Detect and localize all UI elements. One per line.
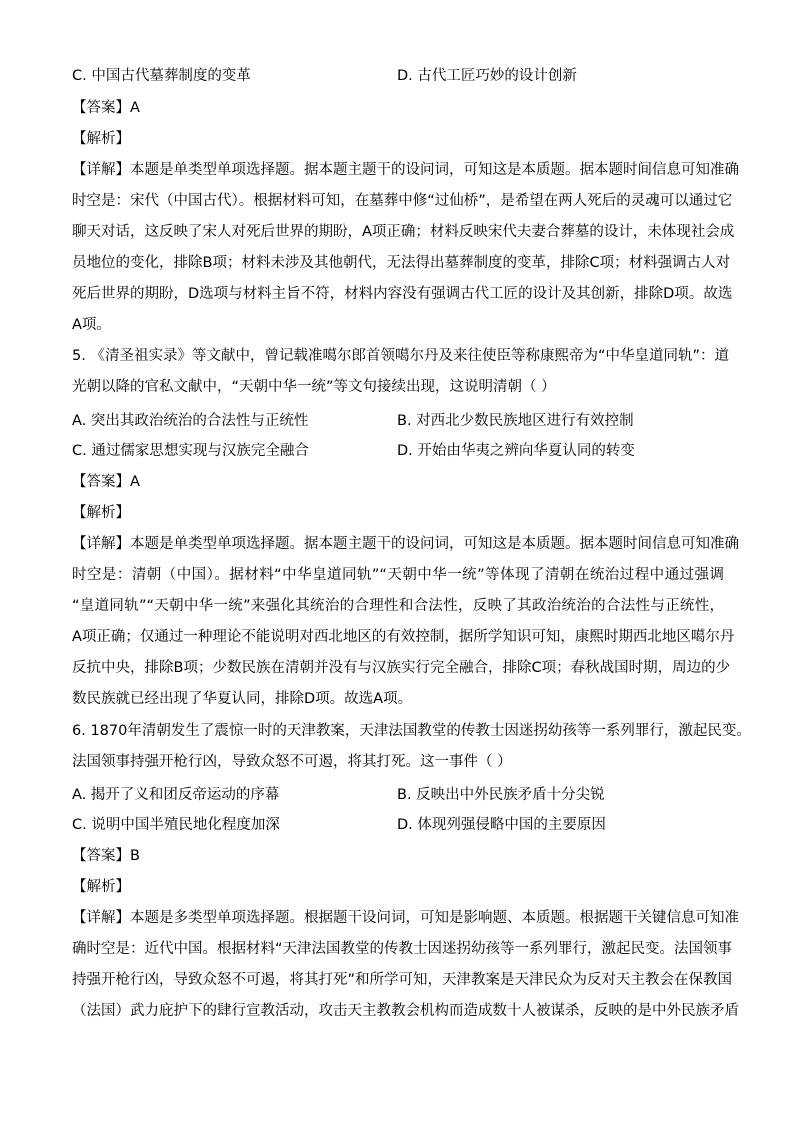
q4-detail-line: 时空是：宋代（中国古代）。根据材料可知，在墓葬中修“过仙桥”，是希望在两人死后的灵魂可以通过它 bbox=[72, 193, 733, 209]
q6-option-c: C. 说明中国半殖民地化程度加深 bbox=[72, 817, 280, 833]
q5-option-d: D. 开始由华夷之辨向华夏认同的转变 bbox=[397, 443, 635, 459]
q5-detail-line: “皇道同轨”“天朝中华一统”来强化其统治的合理性和合法性，反映了其政治统治的合法性与正统性， bbox=[72, 598, 724, 614]
q5-detail-line: 时空是：清朝（中国）。据材料“中华皇道同轨”“天朝中华一统”等体现了清朝在统治过程中通过强调 bbox=[72, 567, 724, 583]
q6-option-d: D. 体现列强侵略中国的主要原因 bbox=[397, 817, 606, 833]
q5-detail-line: A项正确；仅通过一种理论不能说明对西北地区的有效控制，据所学知识可知，康熙时期西北地区噶尔丹 bbox=[72, 629, 735, 645]
q6-analysis-tag: 【解析】 bbox=[72, 879, 130, 895]
answer-tag: 【答案】 bbox=[72, 848, 130, 864]
answer-value: A bbox=[130, 100, 140, 116]
q4-analysis-tag: 【解析】 bbox=[72, 131, 130, 147]
q4-detail-line: 【详解】本题是单类型单项选择题。据本题主题干的设问词，可知这是本质题。据本题时间信息可知准确 bbox=[72, 162, 739, 178]
q6-detail-line: 确时空是：近代中国。根据材料“天津法国教堂的传教士因迷拐幼孩等一系列罪行，激起民变。法国领事 bbox=[72, 941, 733, 957]
q5-answer-line bbox=[72, 472, 724, 492]
q5-analysis-tag: 【解析】 bbox=[72, 505, 130, 521]
q5-detail-line: 【详解】本题是单类型单项选择题。据本题主题干的设问词，可知这是本质题。据本题时间信息可知准确 bbox=[72, 536, 739, 552]
q4-answer-line bbox=[72, 98, 724, 118]
q6-option-b: B. 反映出中外民族矛盾十分尖锐 bbox=[397, 787, 605, 803]
q4-detail-line: A项。 bbox=[72, 317, 111, 333]
q5-stem-line: 光朝以降的官私文献中，“天朝中华一统”等文句接续出现，这说明清朝（ ） bbox=[72, 379, 556, 395]
detail-tag: 【详解】 bbox=[72, 910, 130, 926]
q4-detail-line: 聊天对话，这反映了宋人对死后世界的期盼，A项正确；材料反映宋代夫妻合葬墓的设计，未体现社会成 bbox=[72, 224, 735, 240]
q5-option-b: B. 对西北少数民族地区进行有效控制 bbox=[397, 413, 634, 429]
q4-detail-line: 死后世界的期盼，D选项与材料主旨不符，材料内容没有强调古代工匠的设计及其创新，排除D项。故选 bbox=[72, 286, 733, 302]
detail-tag: 【详解】 bbox=[72, 536, 130, 552]
q5-stem-line: 5. 《清圣祖实录》等文献中，曾记载准噶尔郎首领噶尔丹及来往使臣等称康熙帝为“中华皇道同轨”：道 bbox=[72, 348, 729, 364]
q6-detail-line: （法国）武力庇护下的肆行宣教活动，攻击天主教教会机构而造成数十人被谋杀，反映的是中外民族矛盾 bbox=[72, 1003, 739, 1019]
detail-tag: 【详解】 bbox=[72, 162, 130, 178]
q4-option-d: D. 古代工匠巧妙的设计创新 bbox=[397, 68, 577, 84]
answer-tag: 【答案】 bbox=[72, 100, 130, 116]
q5-option-a: A. 突出其政治统治的合法性与正统性 bbox=[72, 413, 309, 429]
q4-option-c: C. 中国古代墓葬制度的变革 bbox=[72, 68, 251, 84]
q5-detail-line: 数民族就已经出现了华夏认同，排除D项。故选A项。 bbox=[72, 691, 413, 707]
q6-detail-line: 持强开枪行凶，导致众怒不可遏，将其打死”和所学可知，天津教案是天津民众为反对天主教会在保教国 bbox=[72, 972, 733, 988]
answer-value: B bbox=[130, 848, 140, 864]
q6-option-a: A. 揭开了义和团反帝运动的序幕 bbox=[72, 787, 280, 803]
answer-value: A bbox=[130, 474, 140, 490]
answer-tag: 【答案】 bbox=[72, 474, 130, 490]
q5-detail-line: 反抗中央，排除B项；少数民族在清朝并没有与汉族实行完全融合，排除C项；春秋战国时期，周边的少 bbox=[72, 660, 731, 676]
q4-detail-line: 员地位的变化，排除B项；材料未涉及其他朝代，无法得出墓葬制度的变革，排除C项；材料强调古人对 bbox=[72, 255, 731, 271]
q5-option-c: C. 通过儒家思想实现与汉族完全融合 bbox=[72, 443, 309, 459]
q6-detail-line: 【详解】本题是多类型单项选择题。根据题干设问词，可知是影响题、本质题。根据题干关键信息可知准 bbox=[72, 910, 739, 926]
q6-stem-line: 6. 1870年清朝发生了震惊一时的天津教案，天津法国教堂的传教士因迷拐幼孩等一系列罪行，激起民变。 bbox=[72, 723, 751, 739]
q6-answer-line bbox=[72, 846, 724, 866]
q6-stem-line: 法国领事持强开枪行凶，导致众怒不可遏，将其打死。这一事件（ ） bbox=[72, 754, 512, 770]
